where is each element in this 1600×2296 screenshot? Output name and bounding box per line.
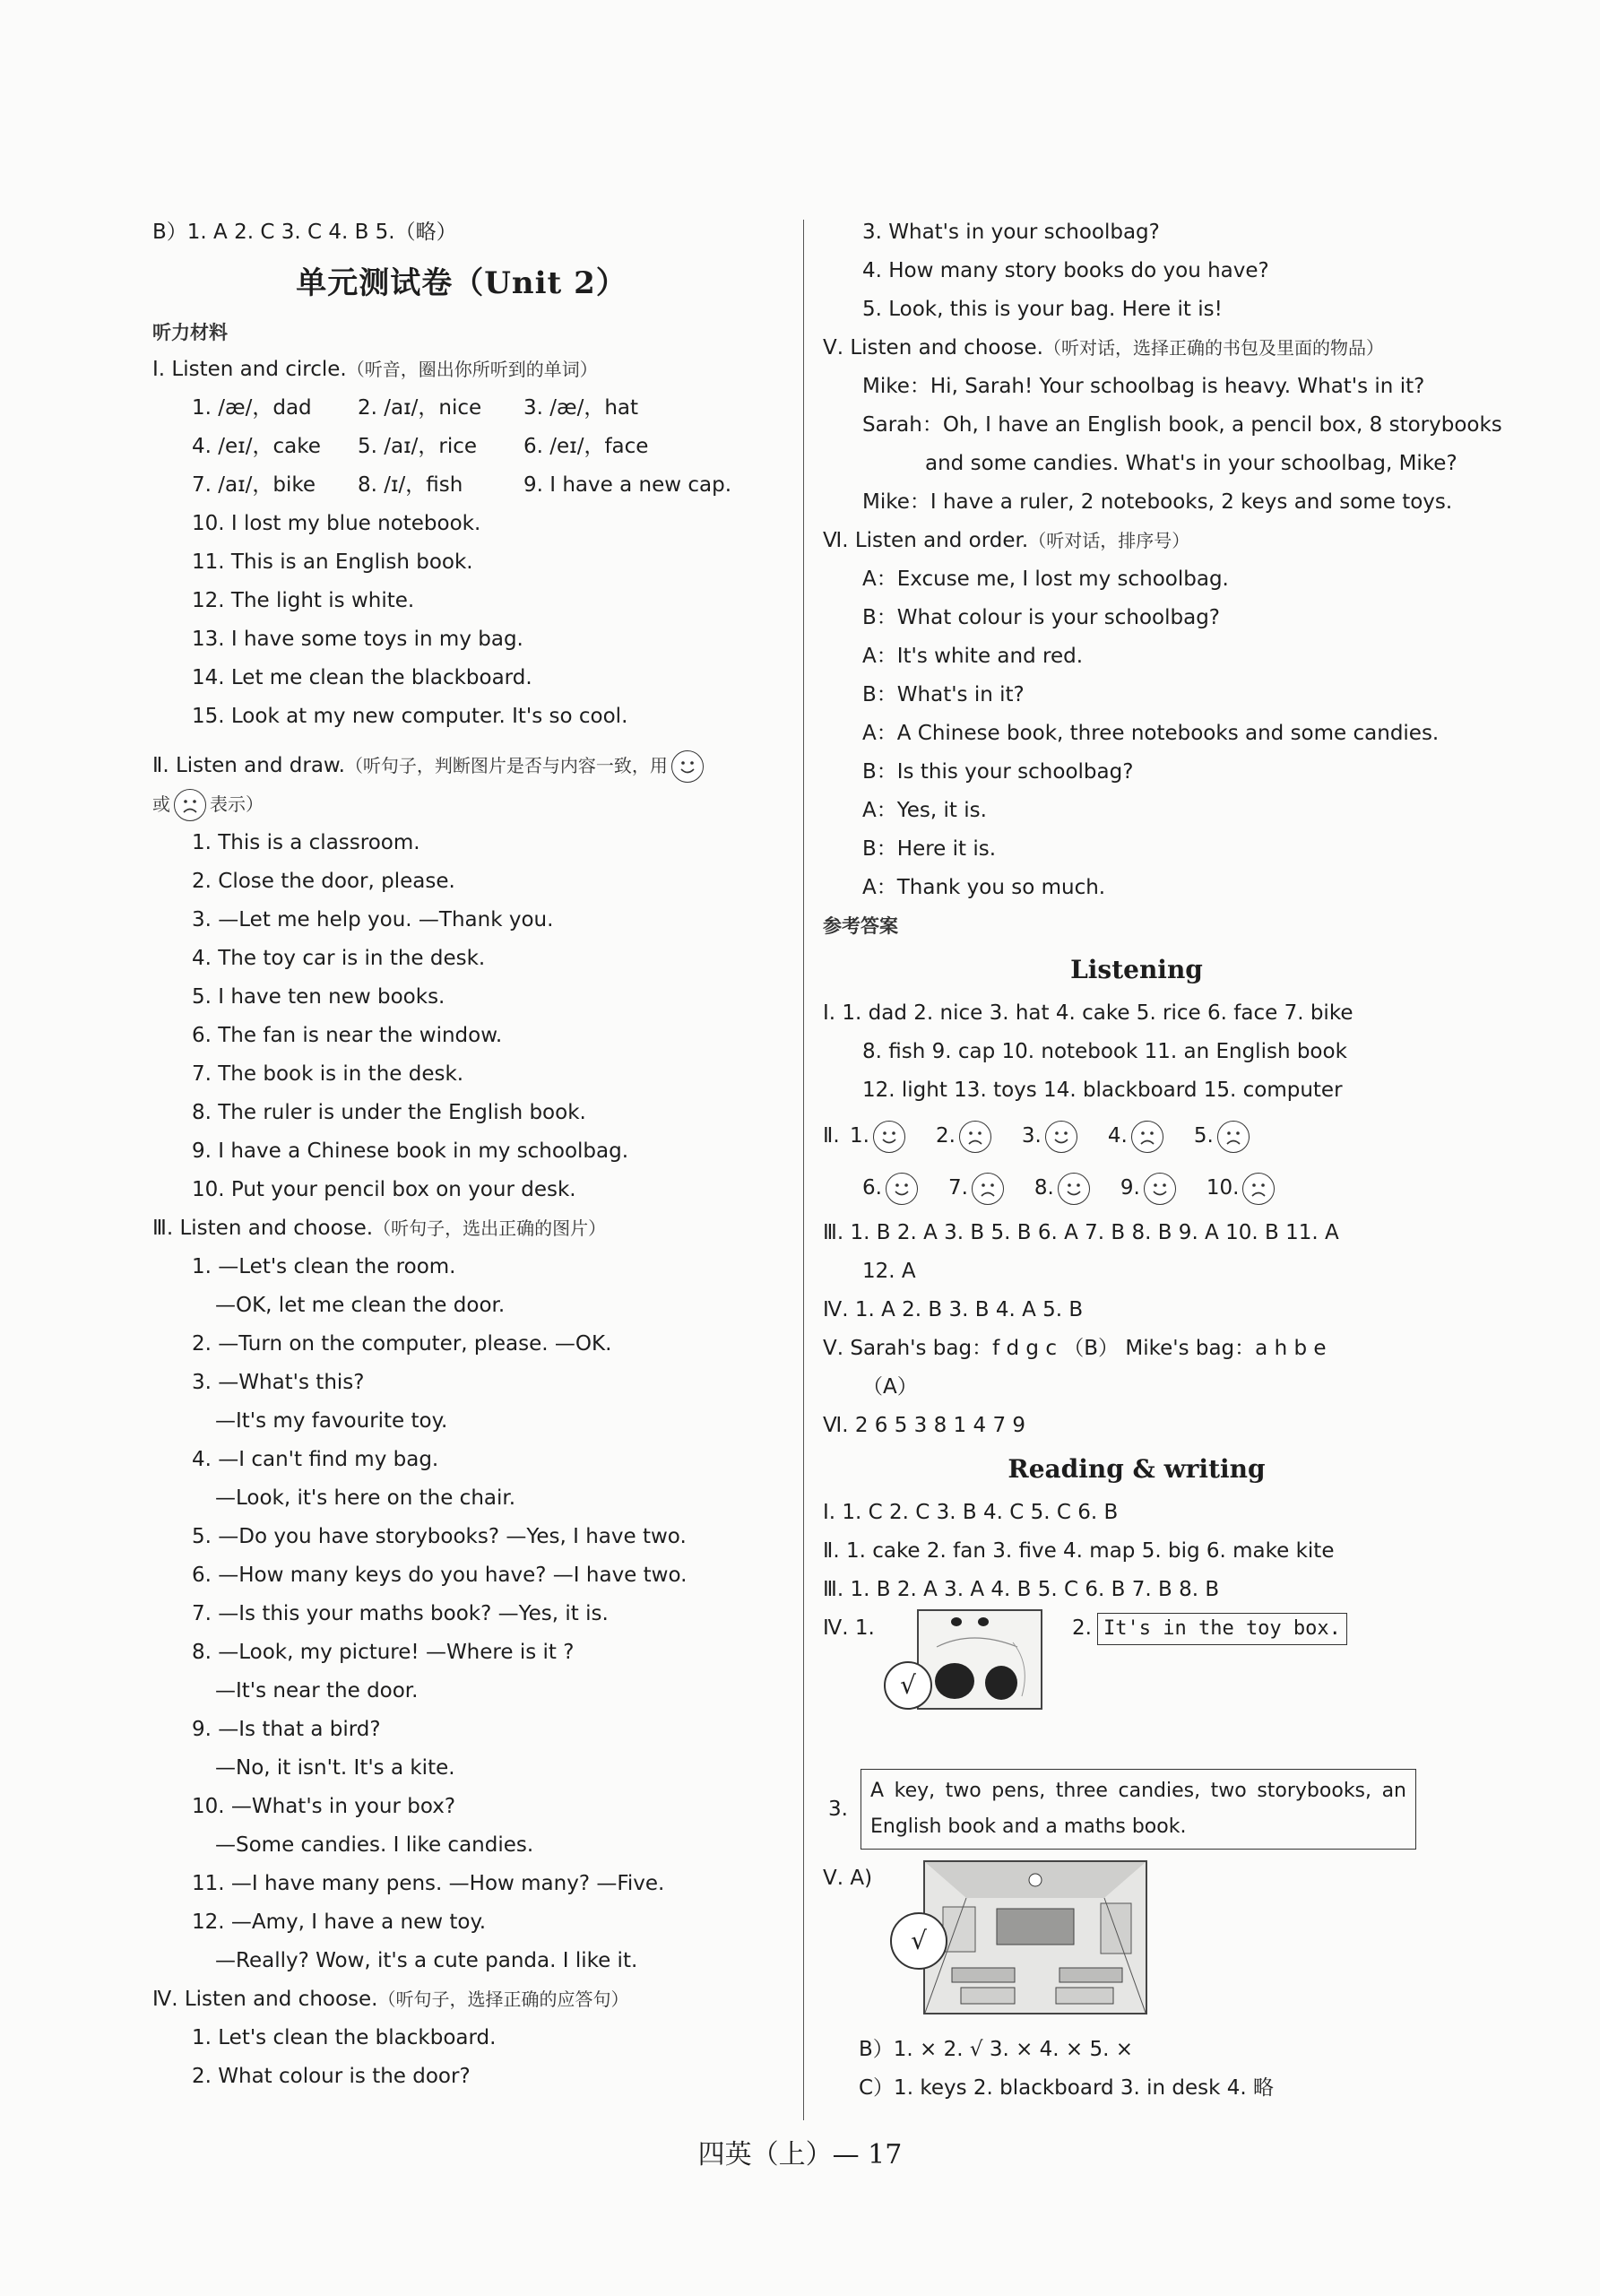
section-4-sentences-continued <box>823 213 1450 329</box>
section-2-instruction-or: 或 <box>152 793 170 815</box>
listen-sentence: 10. I lost my blue notebook. <box>192 512 481 535</box>
face-answers-row <box>823 1162 1450 1214</box>
face-answer-number: 7. <box>947 1176 968 1200</box>
section-3-instruction: （听句子，选出正确的图片） <box>373 1217 607 1239</box>
sad-face-icon <box>959 1121 991 1153</box>
section-5-heading <box>823 329 1450 368</box>
answer-line: （A） <box>862 1375 918 1399</box>
dialogue-line: 3. —What's this? <box>192 1371 365 1394</box>
section-1-title: Ⅰ. Listen and circle. <box>152 358 347 381</box>
listen-sentence: 11. This is an English book. <box>192 550 473 574</box>
section-5-instruction: （听对话，选择正确的书包及里面的物品） <box>1043 337 1384 359</box>
dialogue-line: 1. —Let's clean the room. <box>192 1255 456 1278</box>
left-top-answers: B）1. A 2. C 3. C 4. B 5.（略） <box>152 221 457 244</box>
rw-part-4-label-2: 2. <box>1072 1616 1092 1640</box>
left-column <box>152 213 771 2096</box>
rw-answers-part-4-q3 <box>823 1769 1450 1855</box>
face-answers-row <box>823 1110 1450 1162</box>
listen-sentence: 5. I have ten new books. <box>192 985 445 1009</box>
happy-face-icon <box>1045 1121 1077 1153</box>
phonics-item: 7. /aɪ/，bike <box>192 473 316 497</box>
rw-answers-part-2: Ⅱ. 1. cake 2. fan 3. five 4. map 5. big 6. make kite <box>823 1539 1335 1563</box>
dialogue-line: —Look, it's here on the chair. <box>215 1486 516 1510</box>
face-answer-number: 8. <box>1034 1176 1054 1200</box>
answer-line: Ⅲ. 1. B 2. A 3. B 5. B 6. A 7. B 8. B 9. A 10. B 11. A <box>823 1221 1339 1244</box>
section-4-title: Ⅳ. Listen and choose. <box>152 1988 378 2011</box>
rw-part-4-answer-2: It's in the toy box. <box>1097 1613 1347 1645</box>
listening-answers-part-5 <box>823 1330 1450 1407</box>
rw-answers-part-5-b: B）1. × 2. √ 3. × 4. × 5. × <box>859 2038 1134 2061</box>
listening-answers-part-3 <box>823 1214 1450 1291</box>
section-2-instruction-end: 表示） <box>210 793 264 815</box>
section-6-instruction: （听对话，排序号） <box>1028 530 1190 551</box>
sad-face-icon <box>972 1173 1004 1205</box>
listen-sentence: 10. Put your pencil box on your desk. <box>192 1178 576 1201</box>
dialogue-line: 10. —What's in your box? <box>192 1795 456 1818</box>
listening-answers-heading: Listening <box>1070 955 1203 984</box>
check-mark-icon-2: √ <box>890 1912 947 1970</box>
section-1-instruction: （听音，圈出你所听到的单词） <box>346 359 598 380</box>
face-answer-number: 10. <box>1206 1176 1240 1200</box>
answer-line: Ⅰ. 1. dad 2. nice 3. hat 4. cake 5. rice 6. face 7. bike <box>823 1001 1354 1025</box>
unit-test-title: 单元测试卷（Unit 2） <box>296 265 627 301</box>
happy-face-icon <box>873 1121 905 1153</box>
dialogue-line: Mike：I have a ruler, 2 notebooks, 2 keys and some toys. <box>862 490 1453 514</box>
dialogue-line: B：Here it is. <box>862 837 997 861</box>
dialogue-line: Mike：Hi, Sarah! Your schoolbag is heavy. What's in it? <box>862 375 1425 398</box>
dialogue-line: —Some candies. I like candies. <box>215 1833 534 1857</box>
rw-answers-part-3: Ⅲ. 1. B 2. A 3. A 4. B 5. C 6. B 7. B 8. B <box>823 1578 1220 1601</box>
face-answer <box>1194 1110 1253 1162</box>
dialogue-line: 2. —Turn on the computer, please. —OK. <box>192 1332 612 1356</box>
listen-sentence: 3. —Let me help you. —Thank you. <box>192 908 554 931</box>
listen-sentence: 1. This is a classroom. <box>192 831 420 854</box>
dialogue-line: 5. —Do you have storybooks? —Yes, I have two. <box>192 1525 687 1548</box>
dialogue-line: 4. —I can't find my bag. <box>192 1448 439 1471</box>
rw-part-4-label-3: 3. <box>828 1798 848 1821</box>
dialogue-line: B：What's in it? <box>862 683 1025 706</box>
dialogue-line: —It's near the door. <box>215 1679 419 1703</box>
rw-answers-part-4 <box>823 1609 1450 1769</box>
answer-line: 12. A <box>862 1260 916 1283</box>
dialogue-line: 9. —Is that a bird? <box>192 1718 381 1741</box>
listen-sentence: 2. Close the door, please. <box>192 870 455 893</box>
listen-sentence: 15. Look at my new computer. It's so cool. <box>192 705 628 728</box>
answer-line: 8. fish 9. cap 10. notebook 11. an English book <box>862 1040 1347 1063</box>
dialogue-line: 12. —Amy, I have a new toy. <box>192 1910 487 1934</box>
listening-answers-part-2-faces <box>823 1110 1450 1214</box>
section-3-title: Ⅲ. Listen and choose. <box>152 1217 374 1240</box>
listening-answers-part-6: Ⅵ. 2 6 5 3 8 1 4 7 9 <box>823 1414 1026 1437</box>
happy-face-icon <box>1144 1173 1176 1205</box>
answer-line: Ⅴ. Sarah's bag：f d g c （B） Mike's bag：a h b e <box>823 1337 1327 1360</box>
face-answer-number: 3. <box>1021 1124 1042 1148</box>
phonics-item: 8. /ɪ/，fish <box>358 473 463 497</box>
rw-part-4-answer-3: A key, two pens, three candies, two storybooks, an English book and a maths book. <box>861 1769 1416 1850</box>
section-2-instruction: （听句子，判断图片是否与内容一致，用 <box>344 755 668 776</box>
dialogue-line: Sarah：Oh, I have an English book, a pencil box, 8 storybooks <box>862 413 1502 437</box>
section-3-heading <box>152 1209 771 1248</box>
dialogue-line: A：It's white and red. <box>862 645 1084 668</box>
listen-sentence: 3. What's in your schoolbag? <box>862 221 1160 244</box>
section-4-sentences <box>152 2019 771 2096</box>
section-1-sentences <box>152 505 771 736</box>
happy-face-icon <box>886 1173 918 1205</box>
face-answer <box>948 1162 1008 1214</box>
rw-part-5-label: Ⅴ. A) <box>823 1867 873 1890</box>
dialogue-line: 7. —Is this your maths book? —Yes, it is. <box>192 1602 609 1625</box>
face-answer <box>936 1110 995 1162</box>
sad-face-icon <box>1131 1121 1163 1153</box>
face-answer-number: 5. <box>1193 1124 1214 1148</box>
section-5-title: Ⅴ. Listen and choose. <box>823 336 1043 360</box>
rw-answers-part-1: Ⅰ. 1. C 2. C 3. B 4. C 5. C 6. B <box>823 1501 1119 1524</box>
face-answer-number: 9. <box>1120 1176 1140 1200</box>
listen-sentence: 4. How many story books do you have? <box>862 259 1269 282</box>
section-2-title: Ⅱ. Listen and draw. <box>152 754 345 777</box>
phonics-row <box>152 389 771 428</box>
phonics-row <box>152 466 771 505</box>
section-2-heading-cont <box>152 785 771 824</box>
listen-sentence: 13. I have some toys in my bag. <box>192 628 523 651</box>
section-2-sentences <box>152 824 771 1209</box>
listening-answers-part-4: Ⅳ. 1. A 2. B 3. B 4. A 5. B <box>823 1298 1084 1321</box>
rw-part-4-label: Ⅳ. 1. <box>823 1616 875 1640</box>
phonics-item: 4. /eɪ/，cake <box>192 435 321 458</box>
phonics-item: 5. /aɪ/，rice <box>358 435 478 458</box>
face-answer <box>1108 1110 1167 1162</box>
dialogue-line: A：Excuse me, I lost my schoolbag. <box>862 568 1229 591</box>
dialogue-line: —No, it isn't. It's a kite. <box>215 1756 455 1780</box>
reading-writing-heading: Reading & writing <box>1008 1454 1266 1484</box>
face-answer <box>850 1110 909 1162</box>
listen-sentence: 4. The toy car is in the desk. <box>192 947 486 970</box>
listen-sentence: 12. The light is white. <box>192 589 415 612</box>
answer-key-label: 参考答案 <box>823 915 898 937</box>
sad-face-icon <box>174 789 206 821</box>
face-answer <box>1120 1162 1180 1214</box>
dialogue-line: B：Is this your schoolbag? <box>862 760 1134 784</box>
right-column <box>823 213 1502 2108</box>
section-6-heading <box>823 522 1450 560</box>
section-1-phonics-rows <box>152 389 771 505</box>
section-3-dialogues <box>152 1248 771 1980</box>
dialogue-line: A：A Chinese book, three notebooks and some candies. <box>862 722 1440 745</box>
section-2-heading <box>152 747 771 785</box>
happy-face-icon <box>671 750 704 783</box>
face-answer <box>862 1162 921 1214</box>
check-mark-icon: √ <box>884 1661 932 1710</box>
face-answer-number: 2. <box>935 1124 956 1148</box>
section-1-heading <box>152 351 771 389</box>
face-answer <box>1034 1162 1094 1214</box>
phonics-item: 6. /eɪ/，face <box>523 435 649 458</box>
face-answer-number: 6. <box>862 1176 882 1200</box>
sad-face-icon <box>1242 1173 1275 1205</box>
panda-picture <box>917 1609 1042 1710</box>
listening-material-label: 听力材料 <box>152 322 228 343</box>
listen-sentence: 6. The fan is near the window. <box>192 1024 503 1047</box>
section-6-dialogue <box>823 560 1450 907</box>
section-4-instruction: （听句子，选择正确的应答句） <box>377 1988 629 2010</box>
listen-sentence: 2. What colour is the door? <box>192 2065 471 2088</box>
section-4-heading <box>152 1980 771 2019</box>
face-answer-number: 4. <box>1107 1124 1128 1148</box>
answer-line: 12. light 13. toys 14. blackboard 15. computer <box>862 1079 1343 1102</box>
phonics-item: 1. /æ/，dad <box>192 396 312 420</box>
sad-face-icon <box>1217 1121 1250 1153</box>
phonics-row <box>152 428 771 466</box>
rw-answers-part-5 <box>823 1860 1450 2031</box>
face-answer <box>1206 1162 1279 1214</box>
happy-face-icon <box>1058 1173 1090 1205</box>
dialogue-line: 6. —How many keys do you have? —I have two. <box>192 1564 688 1587</box>
phonics-item: 9. I have a new cap. <box>523 473 731 497</box>
dialogue-line: and some candies. What's in your schoolbag, Mike? <box>925 452 1457 475</box>
listen-sentence: 9. I have a Chinese book in my schoolbag. <box>192 1139 629 1163</box>
classroom-picture <box>923 1860 1147 2014</box>
phonics-item: 3. /æ/，hat <box>523 396 639 420</box>
listen-sentence: 14. Let me clean the blackboard. <box>192 666 532 689</box>
listen-sentence: 5. Look, this is your bag. Here it is! <box>862 298 1223 321</box>
rw-answers-part-5-c: C）1. keys 2. blackboard 3. in desk 4. 略 <box>859 2076 1275 2100</box>
listen-sentence: 1. Let's clean the blackboard. <box>192 2026 497 2049</box>
dialogue-line: B：What colour is your schoolbag? <box>862 606 1220 629</box>
phonics-item: 2. /aɪ/，nice <box>358 396 482 420</box>
section-5-dialogue <box>823 368 1502 522</box>
dialogue-line: —Really? Wow, it's a cute panda. I like it. <box>215 1949 638 1972</box>
listening-answers-part-1 <box>823 994 1450 1110</box>
page-footer: 四英（上）— 17 <box>697 2139 903 2170</box>
face-answer <box>1022 1110 1081 1162</box>
dialogue-line: —It's my favourite toy. <box>215 1409 448 1433</box>
dialogue-line: A：Yes, it is. <box>862 799 987 822</box>
listen-sentence: 8. The ruler is under the English book. <box>192 1101 586 1124</box>
dialogue-line: —OK, let me clean the door. <box>215 1294 506 1317</box>
dialogue-line: A：Thank you so much. <box>862 876 1106 899</box>
column-divider <box>803 220 804 2120</box>
listen-sentence: 7. The book is in the desk. <box>192 1062 464 1086</box>
face-answer-number: 1. <box>850 1124 869 1148</box>
answer-part-label: Ⅱ. <box>823 1124 840 1148</box>
section-6-title: Ⅵ. Listen and order. <box>823 529 1029 552</box>
dialogue-line: 11. —I have many pens. —How many? —Five. <box>192 1872 665 1895</box>
dialogue-line: 8. —Look, my picture! —Where is it ? <box>192 1641 575 1664</box>
